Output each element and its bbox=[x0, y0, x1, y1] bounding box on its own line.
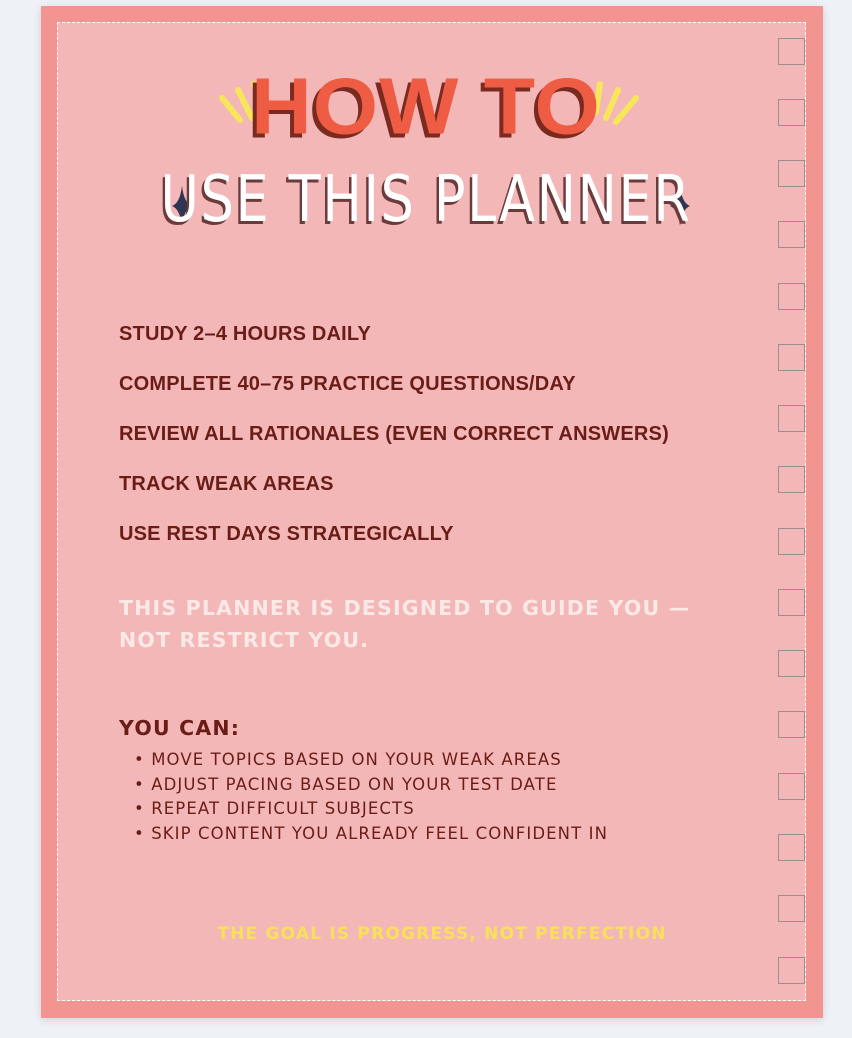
you-can-list bbox=[134, 748, 608, 846]
binding-hole-icon bbox=[778, 589, 805, 616]
list-item: • MOVE TOPICS BASED ON YOUR WEAK AREAS bbox=[134, 748, 608, 773]
binding-hole-icon bbox=[778, 344, 805, 371]
binding-hole-icon bbox=[778, 895, 805, 922]
list-item: • SKIP CONTENT YOU ALREADY FEEL CONFIDENT IN bbox=[134, 822, 608, 847]
binding-hole-icon bbox=[778, 650, 805, 677]
list-item: • ADJUST PACING BASED ON YOUR TEST DATE bbox=[134, 773, 608, 798]
binding-hole-icon bbox=[778, 773, 805, 800]
title-use-this-planner: USE THIS PLANNER bbox=[160, 163, 692, 237]
you-can-heading: YOU CAN: bbox=[119, 716, 241, 740]
list-item: • REPEAT DIFFICULT SUBJECTS bbox=[134, 797, 608, 822]
binding-hole-icon bbox=[778, 283, 805, 310]
binding-hole-icon bbox=[778, 528, 805, 555]
title-how-to: HOW TO bbox=[251, 61, 601, 151]
step-item: TRACK WEAK AREAS bbox=[119, 473, 334, 495]
step-item: REVIEW ALL RATIONALES (EVEN CORRECT ANSWERS) bbox=[119, 423, 669, 445]
step-item: COMPLETE 40–75 PRACTICE QUESTIONS/DAY bbox=[119, 373, 576, 395]
step-item: USE REST DAYS STRATEGICALLY bbox=[119, 523, 454, 545]
binding-hole-icon bbox=[778, 466, 805, 493]
goal-footer: THE GOAL IS PROGRESS, NOT PERFECTION bbox=[217, 924, 667, 944]
binding-hole-icon bbox=[778, 711, 805, 738]
binding-hole-icon bbox=[778, 405, 805, 432]
binding-hole-icon bbox=[778, 957, 805, 984]
binding-hole-icon bbox=[778, 834, 805, 861]
study-steps-list bbox=[119, 320, 739, 570]
guide-note: THIS PLANNER IS DESIGNED TO GUIDE YOU — NOT RESTRICT YOU. bbox=[119, 596, 691, 652]
step-item: STUDY 2–4 HOURS DAILY bbox=[119, 323, 372, 345]
